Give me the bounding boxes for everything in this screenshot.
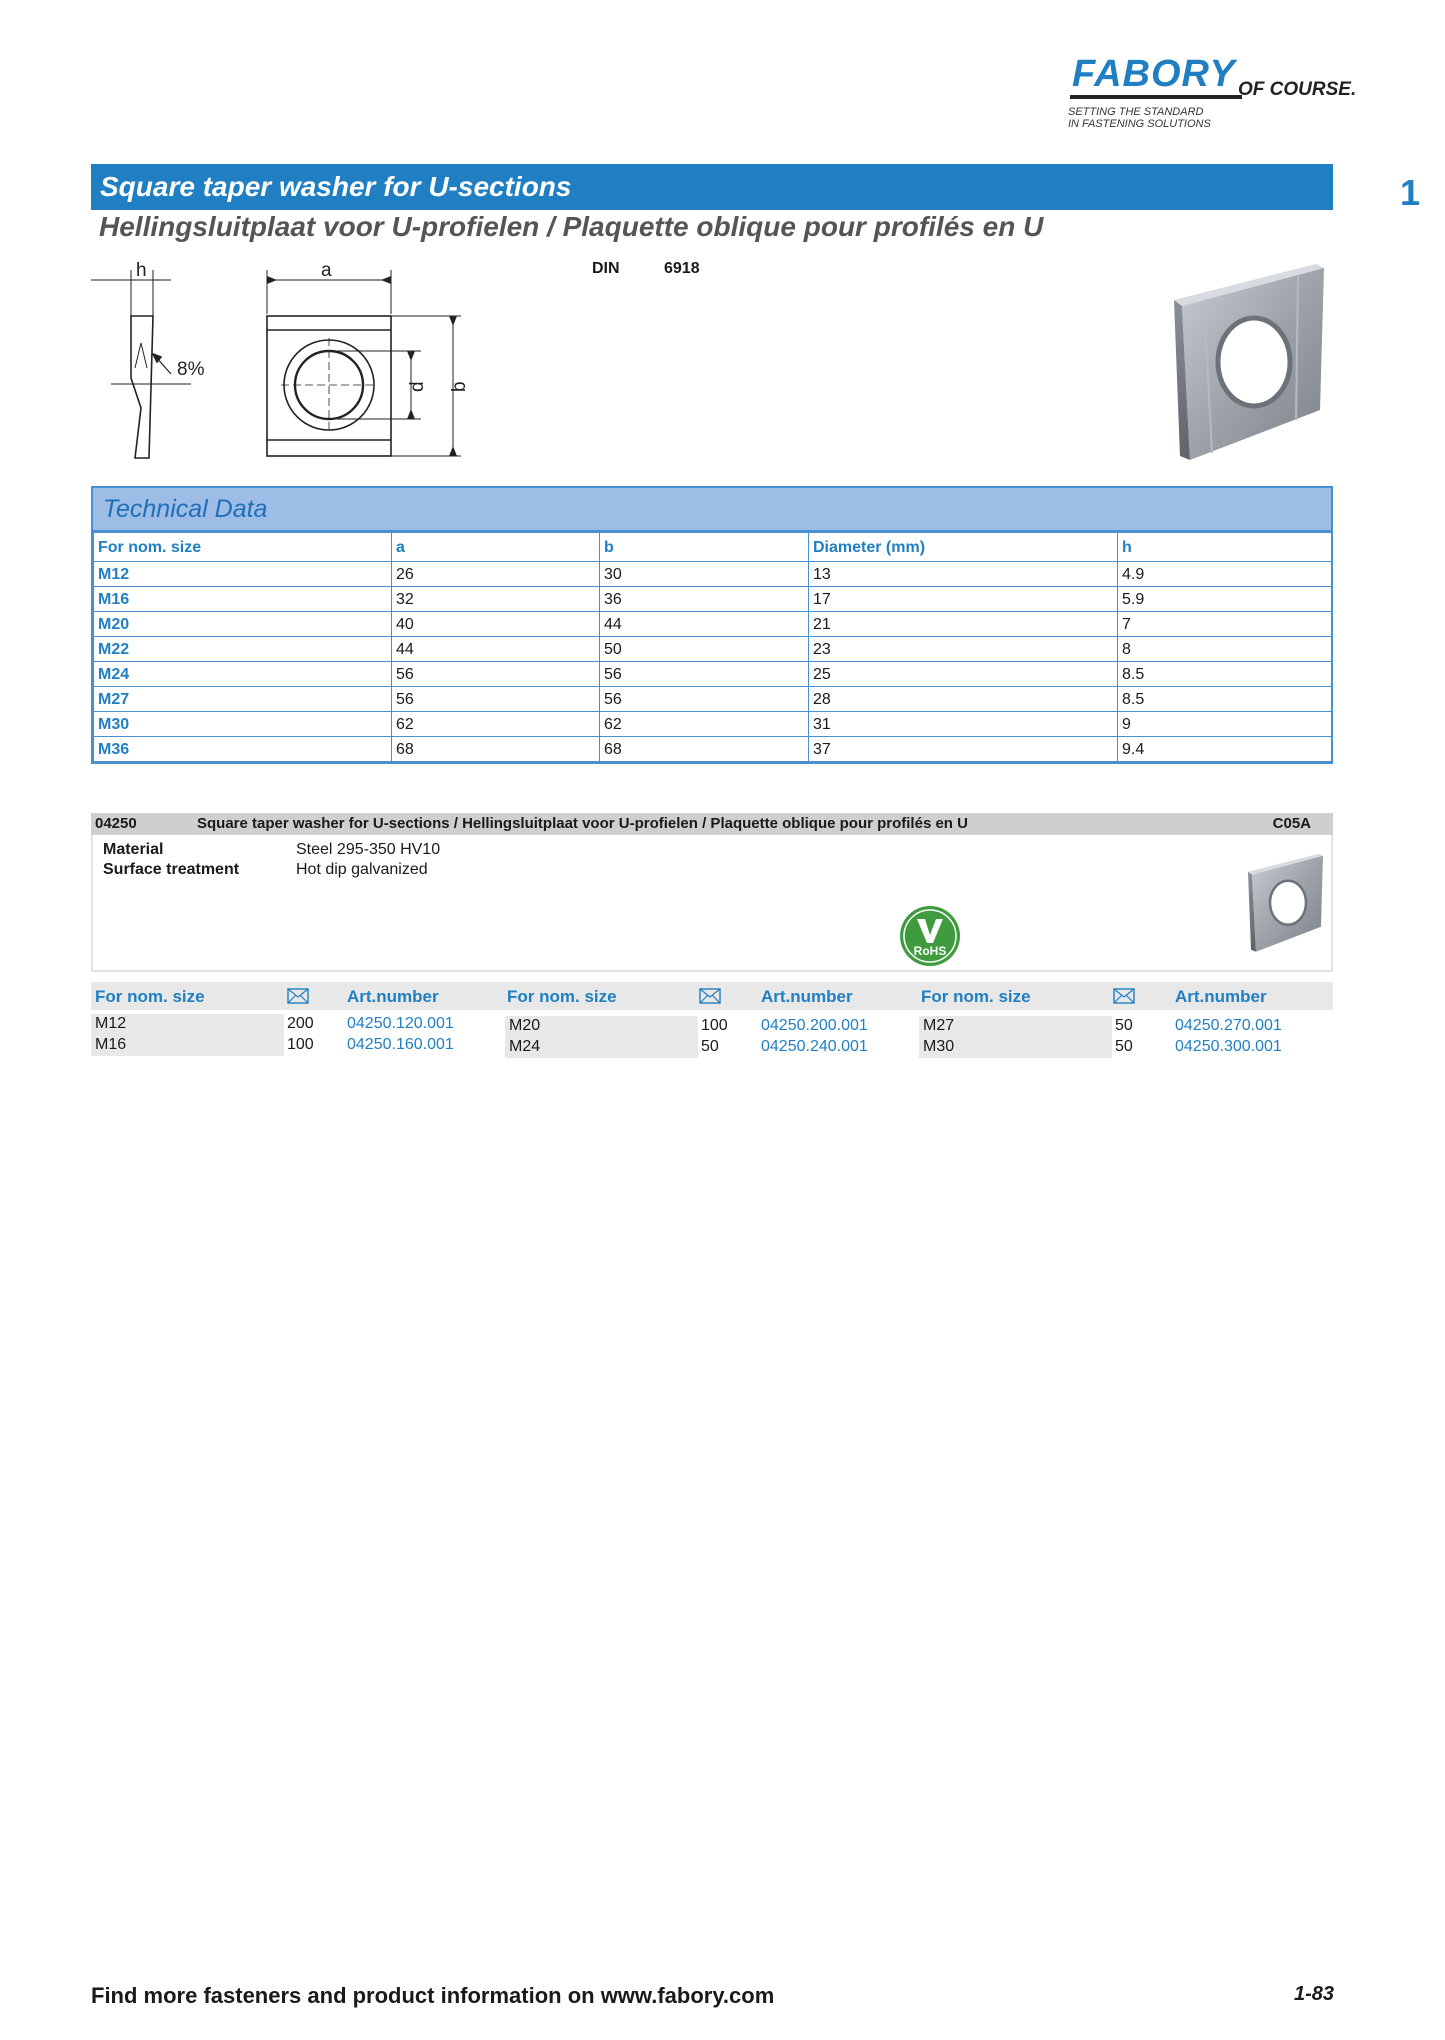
table-cell: 8 bbox=[1118, 637, 1332, 662]
article-number-link[interactable]: 04250.200.001 bbox=[761, 1017, 868, 1034]
table-cell: 40 bbox=[392, 612, 600, 637]
material-label: Material bbox=[103, 841, 164, 858]
column-header: h bbox=[1118, 533, 1332, 562]
order-size-cell: M16 bbox=[91, 1035, 284, 1056]
column-header: b bbox=[600, 533, 809, 562]
order-art-header: Art.number bbox=[761, 987, 853, 1006]
order-size-header: For nom. size bbox=[95, 987, 205, 1006]
table-row bbox=[94, 737, 1332, 762]
dimension-a-label: a bbox=[321, 260, 332, 281]
technical-drawing bbox=[91, 258, 511, 468]
package-icon bbox=[287, 988, 309, 1004]
table-cell: 37 bbox=[809, 737, 1118, 762]
product-description: Square taper washer for U-sections / Hellingsluitplaat voor U-profielen / Plaquette oblique pour profilés en U bbox=[197, 815, 968, 832]
order-art-header: Art.number bbox=[1175, 987, 1267, 1006]
table-row bbox=[94, 562, 1332, 587]
title-bar bbox=[91, 164, 1333, 210]
table-row bbox=[94, 587, 1332, 612]
order-size-header: For nom. size bbox=[921, 987, 1031, 1006]
table-cell: 23 bbox=[809, 637, 1118, 662]
column-header: Diameter (mm) bbox=[809, 533, 1118, 562]
table-cell: 4.9 bbox=[1118, 562, 1332, 587]
nom-size-cell: M22 bbox=[94, 637, 392, 662]
product-classification: C05A bbox=[1272, 815, 1311, 832]
table-cell: 31 bbox=[809, 712, 1118, 737]
product-thumbnail bbox=[1246, 851, 1326, 955]
table-cell: 9 bbox=[1118, 712, 1332, 737]
article-number-link[interactable]: 04250.270.001 bbox=[1175, 1017, 1282, 1034]
column-header: For nom. size bbox=[94, 533, 392, 562]
nom-size-cell: M30 bbox=[94, 712, 392, 737]
table-row bbox=[94, 712, 1332, 737]
surface-treatment-label: Surface treatment bbox=[103, 861, 240, 878]
logo-brand: FABORY bbox=[1072, 53, 1236, 95]
technical-data-title: Technical Data bbox=[103, 495, 268, 523]
table-cell: 56 bbox=[392, 662, 600, 687]
table-cell: 5.9 bbox=[1118, 587, 1332, 612]
order-qty-cell: 50 bbox=[1115, 1017, 1133, 1034]
table-row bbox=[94, 637, 1332, 662]
table-cell: 25 bbox=[809, 662, 1118, 687]
order-qty-cell: 50 bbox=[701, 1038, 719, 1055]
order-size-header: For nom. size bbox=[507, 987, 617, 1006]
order-size-cell: M27 bbox=[919, 1016, 1112, 1037]
logo-underline bbox=[1070, 95, 1242, 99]
table-cell: 13 bbox=[809, 562, 1118, 587]
standard-label: DIN bbox=[592, 260, 620, 277]
technical-data-table bbox=[93, 532, 1332, 762]
dimension-b-label: b bbox=[449, 381, 470, 392]
table-row bbox=[94, 612, 1332, 637]
slope-label: 8% bbox=[177, 359, 205, 380]
article-number-link[interactable]: 04250.160.001 bbox=[347, 1036, 454, 1053]
table-cell: 50 bbox=[600, 637, 809, 662]
chapter-number: 1 bbox=[1400, 172, 1421, 213]
product-header bbox=[91, 813, 1333, 835]
order-qty-cell: 100 bbox=[701, 1017, 728, 1034]
package-icon bbox=[699, 988, 721, 1004]
page-number: 1-83 bbox=[1293, 1983, 1334, 2005]
table-cell: 17 bbox=[809, 587, 1118, 612]
nom-size-cell: M16 bbox=[94, 587, 392, 612]
order-size-cell: M30 bbox=[919, 1037, 1112, 1058]
order-table-header bbox=[91, 982, 1333, 1010]
table-cell: 56 bbox=[392, 687, 600, 712]
page-subtitle: Hellingsluitplaat voor U-profielen / Plaquette oblique pour profilés en U bbox=[99, 211, 1044, 242]
table-cell: 62 bbox=[392, 712, 600, 737]
footer-text: Find more fasteners and product information on www.fabory.com bbox=[91, 1983, 775, 2008]
rohs-label: RoHS bbox=[913, 944, 947, 958]
article-number-link[interactable]: 04250.300.001 bbox=[1175, 1038, 1282, 1055]
dimension-d-label: d bbox=[407, 381, 428, 392]
product-photo bbox=[1170, 260, 1330, 465]
order-art-header: Art.number bbox=[347, 987, 439, 1006]
standard-value: 6918 bbox=[664, 260, 700, 277]
table-cell: 44 bbox=[600, 612, 809, 637]
page-title: Square taper washer for U-sections bbox=[100, 171, 572, 202]
table-cell: 28 bbox=[809, 687, 1118, 712]
surface-treatment-value: Hot dip galvanized bbox=[296, 861, 428, 878]
technical-data-header bbox=[93, 488, 1331, 532]
table-cell: 62 bbox=[600, 712, 809, 737]
table-cell: 68 bbox=[392, 737, 600, 762]
order-size-cell: M24 bbox=[505, 1037, 698, 1058]
order-size-cell: M20 bbox=[505, 1016, 698, 1037]
logo-suffix: OF COURSE. bbox=[1238, 79, 1357, 100]
nom-size-cell: M20 bbox=[94, 612, 392, 637]
fabory-logo bbox=[1060, 52, 1360, 134]
nom-size-cell: M12 bbox=[94, 562, 392, 587]
table-cell: 8.5 bbox=[1118, 662, 1332, 687]
order-qty-cell: 50 bbox=[1115, 1038, 1133, 1055]
package-icon bbox=[1113, 988, 1135, 1004]
column-header: a bbox=[392, 533, 600, 562]
table-header-row bbox=[94, 533, 1332, 562]
table-cell: 36 bbox=[600, 587, 809, 612]
order-qty-cell: 100 bbox=[287, 1036, 314, 1053]
rohs-icon bbox=[899, 905, 961, 967]
table-cell: 30 bbox=[600, 562, 809, 587]
order-qty-cell: 200 bbox=[287, 1015, 314, 1032]
table-cell: 7 bbox=[1118, 612, 1332, 637]
product-code: 04250 bbox=[95, 815, 137, 832]
product-details bbox=[91, 835, 1333, 972]
table-cell: 56 bbox=[600, 687, 809, 712]
logo-tagline-1: SETTING THE STANDARD bbox=[1068, 106, 1204, 118]
table-cell: 44 bbox=[392, 637, 600, 662]
technical-data-panel bbox=[91, 486, 1333, 764]
table-cell: 8.5 bbox=[1118, 687, 1332, 712]
nom-size-cell: M24 bbox=[94, 662, 392, 687]
table-cell: 9.4 bbox=[1118, 737, 1332, 762]
table-cell: 21 bbox=[809, 612, 1118, 637]
nom-size-cell: M27 bbox=[94, 687, 392, 712]
table-cell: 26 bbox=[392, 562, 600, 587]
table-cell: 68 bbox=[600, 737, 809, 762]
article-number-link[interactable]: 04250.120.001 bbox=[347, 1015, 454, 1032]
table-cell: 56 bbox=[600, 662, 809, 687]
table-row bbox=[94, 687, 1332, 712]
nom-size-cell: M36 bbox=[94, 737, 392, 762]
logo-tagline-2: IN FASTENING SOLUTIONS bbox=[1068, 118, 1211, 130]
material-value: Steel 295-350 HV10 bbox=[296, 841, 441, 858]
article-number-link[interactable]: 04250.240.001 bbox=[761, 1038, 868, 1055]
table-cell: 32 bbox=[392, 587, 600, 612]
order-size-cell: M12 bbox=[91, 1014, 284, 1035]
table-row bbox=[94, 662, 1332, 687]
dimension-h-label: h bbox=[136, 260, 147, 281]
